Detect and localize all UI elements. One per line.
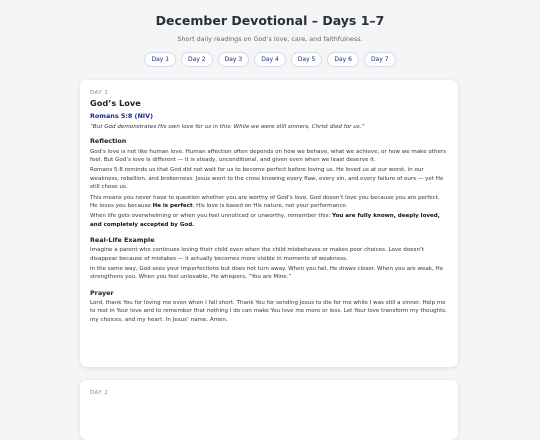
reflection-paragraph xyxy=(90,194,448,210)
nav-day-6[interactable]: Day 6 xyxy=(327,52,359,67)
example-paragraph: In the same way, God sees your imperfections but does not turn away. When you fail, He draws closer. When you are weak, He strengthens you. When you feel unlovable, He whispers, “You are Mine.” xyxy=(90,266,444,281)
day-label: DAY 1 xyxy=(90,90,109,96)
emphasis-text: You are fully known, deeply loved, and completely accepted by God. xyxy=(90,213,440,228)
prayer-paragraph: Lord, thank You for loving me even when I fall short. Thank You for sending Jesus to die for me while I was still a sinner. Help me to rest in Your love and to remember that nothing I do can make You love me more or less. Let Your love transform my thoughts, my choices, and my heart. In Jesus’ name, Amen. xyxy=(90,300,447,323)
reflection-text: This means you never have to question whether you are worthy of God’s love. God doesn’t love you because you are perfect. He loves you because xyxy=(90,194,440,209)
scripture-reference: Romans 5:8 (NIV) xyxy=(90,112,154,120)
nav-day-2[interactable]: Day 2 xyxy=(181,52,213,67)
scripture-quote: “But God demonstrates His own love for us in this: While we were still sinners, Christ died for us.” xyxy=(90,124,365,130)
nav-day-1[interactable]: Day 1 xyxy=(144,52,176,67)
nav-day-4[interactable]: Day 4 xyxy=(254,52,286,67)
emphasis-text: He is perfect xyxy=(152,202,193,209)
reflection-paragraph: Romans 5:8 reminds us that God did not wait for us to become perfect before loving us. He loved us at our worst, in our weakness, rebellion, and brokenness. Jesus went to the cross knowing every flaw, every sin, and every failure of ours — yet He still chose us. xyxy=(90,167,444,190)
page-title: December Devotional – Days 1–7 xyxy=(155,13,385,28)
nav-day-7[interactable]: Day 7 xyxy=(364,52,396,67)
example-paragraph: Imagine a parent who continues loving their child even when the child misbehaves or makes poor choices. Love doesn’t disappear because of mistakes — it actually becomes more visible in moments of weakness. xyxy=(90,247,424,262)
reflection-text: When life gets overwhelming or when you feel unnoticed or unworthy, remember this: xyxy=(90,213,333,220)
day-nav xyxy=(0,52,540,67)
reflection-paragraph xyxy=(90,212,448,228)
day-title: God’s Love xyxy=(90,98,141,108)
prayer-heading: Prayer xyxy=(90,288,114,297)
reflection-paragraph: God’s love is not like human love. Human affection often depends on how we behave, what we achieve, or how we make others feel. But God’s love is different — it is steady, unconditional, and given even when we least deserve it. xyxy=(90,148,447,163)
reflection-text: . His love is based on His nature, not your performance. xyxy=(192,202,348,209)
nav-day-3[interactable]: Day 3 xyxy=(218,52,250,67)
day-2-card xyxy=(80,380,458,440)
day-1-card xyxy=(80,80,458,367)
example-heading: Real-Life Example xyxy=(90,235,155,244)
page-subtitle: Short daily readings on God’s love, care, and faithfulness. xyxy=(177,35,363,43)
day-label: DAY 2 xyxy=(90,390,109,396)
nav-day-5[interactable]: Day 5 xyxy=(291,52,323,67)
reflection-heading: Reflection xyxy=(90,137,127,145)
